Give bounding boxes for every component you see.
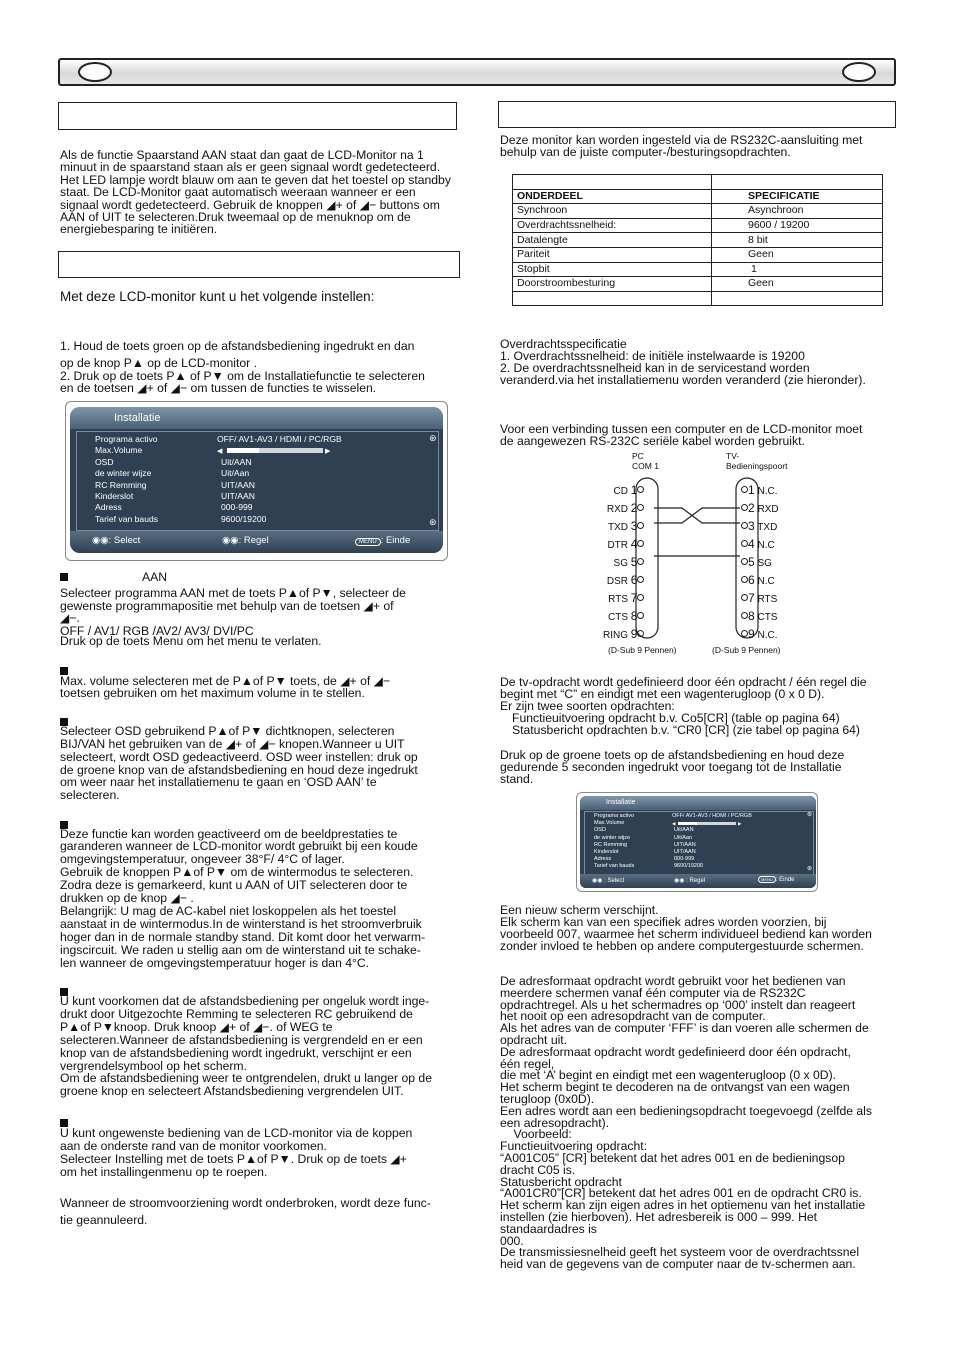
up-down-arrows-icon: ◉◉ <box>92 535 109 546</box>
pin-row: 5 SG <box>741 554 801 572</box>
pin-row: 3 TXD <box>741 518 801 536</box>
table-header-row <box>513 189 883 204</box>
spec-cell: 8 bit <box>712 233 883 248</box>
text-line: “A001CR0”[CR] betekent dat het adres 001 en de opdracht CR0 is. <box>500 1186 862 1201</box>
winter-line3: omgevingstemperatuur, ongeveer 38°F/ 4°C of lager. <box>60 852 345 866</box>
text-line: “A001C05” [CR] betekent dat het adres 001 en de bedieningsop <box>500 1150 845 1165</box>
address-format-paragraph <box>500 976 872 1271</box>
childlock-line2: aan de onderste rand van de monitor voorkomen. <box>60 1139 327 1153</box>
transfer-spec-title: Overdrachtsspecificatie <box>500 337 627 351</box>
pin-row: 4 N.C <box>741 536 801 554</box>
pc-pin-list <box>596 482 656 644</box>
dsub-label-left: (D-Sub 9 Pennen) <box>608 645 677 655</box>
address-line3: voorbeeld 007, waarmee het scherm individueel bediend kan worden <box>500 927 872 941</box>
text-line: heid van de gegevens van de computer naar de tv-schermen aan. <box>500 1257 856 1272</box>
step1-line1: 1. Houd de toets groen op de afstandsbediening ingedrukt en dan <box>60 339 415 353</box>
text-line: Functieuitvoering opdracht: <box>500 1139 648 1154</box>
transfer-spec-line3: veranderd.via het installatiemenu worden veranderd (zie hieronder). <box>500 373 866 387</box>
scroll-down-icon[interactable]: ⊛ <box>429 517 437 527</box>
footer-select: ◉◉: Select <box>92 535 141 546</box>
language-badge-right <box>842 62 876 82</box>
section-header-installation <box>58 251 460 278</box>
menu-item-label[interactable]: RC Remming <box>95 479 147 490</box>
menu-item-label[interactable]: Programa activo <box>594 813 635 819</box>
left-right-arrows-icon: ◉◉ <box>674 878 687 884</box>
spec-cell: Datalengte <box>513 233 712 248</box>
footer-exit: MENU : Einde <box>355 535 410 546</box>
pin-row: 9 N.C. <box>741 626 801 644</box>
step1-line2: op de knop P▲ op de LCD-monitor . <box>60 356 258 370</box>
slider-right-arrow: ▶ <box>738 821 742 827</box>
green-key-line1: Druk op de groene toets op de afstandsbediening en houd deze <box>500 748 845 762</box>
scroll-down-icon[interactable]: ⊛ <box>807 866 813 872</box>
step2-line1: 2. Druk op de toets P▲ of P▼ om de Installatiefunctie te selecteren <box>60 369 425 383</box>
left-right-arrows-icon: ◉◉ <box>222 535 239 546</box>
menu-item-value: UIT/AAN <box>221 479 255 490</box>
menu-item-label[interactable]: OSD <box>594 827 606 834</box>
spec-cell: Stopbit <box>513 262 712 277</box>
power-save-paragraph: Als de functie Spaarstand AAN staat dan gaat de LCD-Monitor na 1 minuut in de spaarstand staan als er geen signaal wordt gedetecteerd. Het LED lampje wordt blauw om aan te geven dat het toestel op standby staat. De LCD-Monitor gaat automatisch weeraan wanneer er een signaal wordt gedetecteerd. Gebruik de knoppen ◢+ of ◢− buttons om AAN of UIT te selecteren.Druk tweemaal op de menuknop om de energiebesparing te initiëren. <box>60 148 451 237</box>
rs232c-intro-line1: Deze monitor kan worden ingesteld via de RS232C-aansluiting met <box>500 133 863 147</box>
menu-item-label[interactable]: Max.Volume <box>95 445 143 456</box>
table-row <box>513 291 883 306</box>
pin-row: RING 9 <box>596 626 656 644</box>
winter-line7: Belangrijk: U mag de AC-kabel niet loskoppelen als het toestel <box>60 904 397 918</box>
spec-cell: Overdrachtssnelheid: <box>513 218 712 233</box>
osd-line2: BIJ/VAN het gebruiken van de ◢+ of ◢− knopen.Wanneer u UIT <box>60 737 405 751</box>
language-badge-left <box>78 62 112 82</box>
text-line: Voorbeeld: <box>500 1127 572 1142</box>
text-line: Het scherm begint te decoderen na de ontvangst van een wagen <box>500 1080 850 1095</box>
osd-line4: de groene knop van de afstandsbediening en houd deze ingedrukt <box>60 763 418 777</box>
pin-row: DSR 6 <box>596 572 656 590</box>
menu-item-value: 9600/19200 <box>221 513 267 524</box>
pin-row: RTS 7 <box>596 590 656 608</box>
menu-title: Installatie <box>114 412 161 424</box>
pc-connector-label: PC COM 1 <box>632 451 659 471</box>
rc-line5: knop van de afstandsbediening wordt ingedrukt, verschijnt er een <box>60 1046 412 1060</box>
address-line1: Een nieuw scherm verschijnt. <box>500 903 659 917</box>
menu-item-label[interactable]: RC Remming <box>594 841 628 848</box>
installation-menu-screenshot-small <box>576 792 818 892</box>
pin-row: 7 RTS <box>741 590 801 608</box>
rc-line1: U kunt voorkomen dat de afstandsbediening per ongeluk wordt inge- <box>60 994 430 1008</box>
pin-row: CD 1 <box>596 482 656 500</box>
section-header-rs232c <box>498 101 896 128</box>
menu-item-value: UIT/AAN <box>674 849 696 855</box>
rs232c-intro-line2: behulp van de juiste computer-/besturingsopdrachten. <box>500 145 791 159</box>
footer-exit: MENU : Einde <box>758 877 794 883</box>
rc-line2: drukt door Uitgezochte Remming te selecteren RC gebruikend de <box>60 1007 413 1021</box>
footer-adjust: ◉◉ : Regel <box>674 878 706 884</box>
winter-line1: Deze functie kan worden geactiveerd om de beeldprestaties te <box>60 827 398 841</box>
winter-line2: garanderen wanneer de LCD-monitor wordt gebruikt bij een koude <box>60 839 418 853</box>
slider-track <box>678 822 736 825</box>
menu-item-label[interactable]: Tarief van bauds <box>95 513 159 524</box>
text-line: terugloop (0x0D). <box>500 1091 595 1106</box>
text-line: De transmissiesnelheid geeft het systeem voor de overdrachtssnel <box>500 1245 860 1260</box>
program-line3: ◢−. <box>60 611 80 625</box>
transfer-spec-line1: 1. Overdrachtssnelheid: de initiële instelwaarde is 19200 <box>500 349 805 363</box>
menu-item-label[interactable]: Kinderslot <box>95 491 134 502</box>
text-line: die met ‘A’ begint en eindigt met een wagenterugloop (0 x 0D). <box>500 1068 837 1083</box>
pin-row: 6 N.C <box>741 572 801 590</box>
menu-values <box>217 434 342 525</box>
pin-row: DTR 4 <box>596 536 656 554</box>
menu-item-label[interactable]: Max.Volume <box>594 820 625 827</box>
volume-slider[interactable] <box>672 820 752 827</box>
childlock-line1: U kunt ongewenste bediening van de LCD-monitor via de koppen <box>60 1126 413 1140</box>
volume-slider[interactable] <box>217 445 342 456</box>
menu-labels <box>95 434 158 525</box>
command-line1: De tv-opdracht wordt gedefinieerd door één opdracht / één regel die <box>500 675 867 689</box>
pin-row: SG 5 <box>596 554 656 572</box>
table-row <box>513 277 883 292</box>
command-line3: Er zijn twee soorten opdrachten: <box>500 699 675 713</box>
menu-item-label[interactable]: Tarief van bauds <box>594 863 635 870</box>
up-down-arrows-icon: ◉◉ <box>592 878 605 884</box>
menu-item-value: 000-999 <box>674 856 695 863</box>
tv-connector-label: TV- Bedieningspoort <box>726 451 788 471</box>
menu-key-icon: MENU <box>758 876 776 883</box>
command-line5: Statusbericht opdrachten b.v. “CR0 [CR] (zie tabel op pagina 64) <box>512 723 860 737</box>
text-line: dracht C05 is. <box>500 1162 576 1177</box>
text-line: Statusbericht opdracht <box>500 1174 622 1189</box>
winter-line8: aanstaat in de wintermodus.In de winterstand is het stroomverbruik <box>60 917 422 931</box>
spec-cell: Asynchroon <box>712 204 883 219</box>
spec-cell: 1 <box>712 262 883 277</box>
rc-line4: selecteren.Wanneer de afstandsbediening is vergrendeld en er een <box>60 1033 423 1047</box>
text-line: het nooit op een adresopdracht van de computer. <box>500 1009 766 1024</box>
spec-cell: Synchroon <box>513 204 712 219</box>
connection-line1: Voor een verbinding tussen een computer en de LCD-monitor moet <box>500 422 863 436</box>
green-key-line3: stand. <box>500 772 534 786</box>
menu-item-label[interactable]: Kinderslot <box>594 849 619 856</box>
spec-cell: 9600 / 19200 <box>712 218 883 233</box>
menu-item-label[interactable]: Adress <box>594 856 612 863</box>
wire-txd-rxd <box>654 508 740 523</box>
spec-cell: Pariteit <box>513 247 712 262</box>
installation-menu-panel-small <box>580 796 816 888</box>
text-line: Als het adres van de computer ‘FFF’ is dan voeren alle schermen de <box>500 1021 869 1036</box>
spec-cell: Doorstroombesturing <box>513 277 712 292</box>
slider-fill <box>678 822 697 825</box>
spec-header-item: ONDERDEEL <box>513 189 712 204</box>
osd-line3: selecteert, wordt OSD gedeactiveerd. OSD weer instellen: druk op <box>60 750 418 764</box>
bullet-square-icon <box>60 573 68 581</box>
menu-item-value: Uit/AAN <box>221 456 252 467</box>
menu-key-icon: MENU <box>355 538 381 546</box>
text-line: 000. <box>500 1233 524 1248</box>
installation-menu-screenshot <box>65 401 448 561</box>
text-line: Een adres wordt aan een bedieningsopdracht toegevoegd (zelfde als <box>500 1103 872 1118</box>
slider-left-arrow: ◀ <box>672 821 676 827</box>
menu-item-value: Uit/Aan <box>674 834 693 841</box>
address-line4: zonder invloed te hebben op andere computergestuurde schermen. <box>500 939 864 953</box>
winter-line6: drukken op de knop ◢− . <box>60 891 194 905</box>
scroll-up-icon[interactable]: ⊛ <box>807 812 813 818</box>
text-line: een adresopdracht). <box>500 1115 610 1130</box>
menu-item-label[interactable]: Adress <box>95 502 122 513</box>
menu-item-value: UIT/AAN <box>221 491 255 502</box>
text-line: meerdere schermen vanaf één computer via de RS232C <box>500 985 806 1000</box>
menu-item-value: Uit/AAN <box>674 827 694 834</box>
slider-right-arrow: ▶ <box>325 448 331 456</box>
table-row <box>513 175 883 190</box>
command-line4: Functieuitvoering opdracht b.v. Co5[CR] (table op pagina 64) <box>512 711 840 725</box>
menu-title: Installatie <box>606 799 636 806</box>
slider-left-arrow: ◀ <box>217 448 223 456</box>
text-line: opdrachtregel. Als u het schermadres op ‘000’ instelt dan reageert <box>500 997 856 1012</box>
table-row <box>513 204 883 219</box>
pin-row: TXD 3 <box>596 518 656 536</box>
menu-item-label[interactable]: de winter wijze <box>95 468 152 479</box>
menu-item-value: OFF/ AV1-AV3 / HDMI / PC/RGB <box>672 813 752 819</box>
program-line5: Druk op de toets Menu om het menu te verlaten. <box>60 634 322 648</box>
menu-labels <box>594 813 634 871</box>
menu-values <box>672 813 752 871</box>
text-line: De adresformaat opdracht wordt gebruikt voor het bedienen van <box>500 974 846 988</box>
rc-line7: Om de afstandsbediening weer te ontgrendelen, drukt u langer op de <box>60 1071 432 1085</box>
childlock-line3: Selecteer Instelling met de toets P▲of P▼. Druk op de toets ◢+ <box>60 1152 407 1166</box>
volume-line2: toetsen gebruiken om het maximum volume in te stellen. <box>60 686 365 700</box>
scroll-up-icon[interactable]: ⊛ <box>429 433 437 443</box>
table-row <box>513 218 883 233</box>
text-line: De adresformaat opdracht wordt gedefinieerd door één opdracht, <box>500 1044 851 1059</box>
rc-line6: vergrendelsymbool op het scherm. <box>60 1059 247 1073</box>
spec-cell: Geen <box>712 277 883 292</box>
childlock-line4: om het installingenmenu op te roepen. <box>60 1165 268 1179</box>
text-line: één regel, <box>500 1056 555 1071</box>
winter-line11: len wanneer de omgevingstemperatuur hoger is dan 4°C. <box>60 956 370 970</box>
spec-header-spec: SPECIFICATIE <box>712 189 883 204</box>
table-row <box>513 262 883 277</box>
winter-line10: ingscircuit. We raden u stellig aan om de winterstand uit te schake- <box>60 943 421 957</box>
text-line: instellen (zie hierboven). Het adresbereik is 000 – 999. Het <box>500 1209 818 1224</box>
slider-track <box>227 448 323 453</box>
rc-line8: groene knop en selecteert Afstandsbediening vergrendelen UIT. <box>60 1084 404 1098</box>
menu-item-value: Uit/Aan <box>221 468 250 479</box>
text-line: standaardadres is <box>500 1221 597 1236</box>
winter-line4: Gebruik de knoppen P▲of P▼ om de wintermodus te selecteren. <box>60 865 414 879</box>
winter-line5: Zodra deze is gemarkeerd, kunt u AAN of UIT selecteren door te <box>60 878 408 892</box>
pin-row: CTS 8 <box>596 608 656 626</box>
step2-line2: en de toetsen ◢+ of ◢− om tussen de functies te wisselen. <box>60 381 377 395</box>
spec-cell: Geen <box>712 247 883 262</box>
program-line1: Selecteer programma AAN met de toets P▲of P▼, selecteer de <box>60 586 406 600</box>
menu-item-label[interactable]: OSD <box>95 456 114 467</box>
menu-item-value: 9600/19200 <box>674 863 704 870</box>
section-header-power-save <box>58 102 457 130</box>
pin-row: RXD 2 <box>596 500 656 518</box>
menu-item-label[interactable]: de winter wijze <box>594 834 631 841</box>
program-line2: gewenste programmapositie met behulp van de toetsen ◢+ of <box>60 599 394 613</box>
installation-menu-panel <box>70 407 443 553</box>
dsub-label-right: (D-Sub 9 Pennen) <box>712 645 781 655</box>
program-line4: OFF / AV1/ RGB /AV2/ AV3/ DVI/PC <box>60 624 254 638</box>
slider-fill <box>227 448 259 453</box>
menu-item-label[interactable]: Programa activo <box>95 434 158 444</box>
program-heading: AAN <box>60 571 167 583</box>
winter-line9: hoger dan in de normale standby stand. Dit komt door het verwarm- <box>60 930 426 944</box>
pin-row: 2 RXD <box>741 500 801 518</box>
tv-pin-list <box>741 482 801 644</box>
rc-line3: P▲of P▼knoop. Druk knoop ◢+ of ◢−. of WEG te <box>60 1020 333 1034</box>
power-line2: tie geannuleerd. <box>60 1213 148 1227</box>
osd-line1: Selecteer OSD gebruikend P▲of P▼ dichtknopen, selecteren <box>60 724 395 738</box>
green-key-line2: gedurende 5 seconden ingedrukt voor toegang tot de Installatie <box>500 760 842 774</box>
menu-item-value: OFF/ AV1-AV3 / HDMI / PC/RGB <box>217 434 342 444</box>
power-line1: Wanneer de stroomvoorziening wordt onderbroken, wordt deze func- <box>60 1196 431 1210</box>
installation-intro: Met deze LCD-monitor kunt u het volgende instellen: <box>60 289 375 304</box>
footer-select: ◉◉ : Select <box>592 878 625 884</box>
transfer-spec-line2: 2. De overdrachtssnelheid kan in de servicestand worden <box>500 361 810 375</box>
command-line2: begint met “C” en eindigt met een wagenterugloop (0 x 0 D). <box>500 687 825 701</box>
osd-line6: selecteren. <box>60 788 120 802</box>
connection-line2: de aangewezen RS-232C seriële kabel worden gebruikt. <box>500 434 805 448</box>
wire-rxd-txd <box>654 508 740 523</box>
pin-row: 8 CTS <box>741 608 801 626</box>
table-row <box>513 247 883 262</box>
text-line: Het scherm kan zijn eigen adres in het optiemenu van het installatie <box>500 1198 866 1213</box>
spec-table <box>512 174 883 306</box>
page-header-bar <box>58 58 896 86</box>
footer-adjust: ◉◉: Regel <box>222 535 269 546</box>
pin-row: 1 N.C. <box>741 482 801 500</box>
table-row <box>513 233 883 248</box>
volume-line1: Max. volume selecteren met de P▲of P▼ toets, de ◢+ of ◢− <box>60 674 391 688</box>
menu-item-value: UIT/AAN <box>674 841 696 848</box>
text-line: opdracht uit. <box>500 1032 568 1047</box>
menu-item-value: 000-999 <box>221 502 253 513</box>
osd-line5: om weer naar het installatiemenu te gaan en ‘OSD AAN’ te <box>60 775 377 789</box>
address-line2: Elk scherm kan van een specifiek adres worden voorzien, bij <box>500 915 827 929</box>
